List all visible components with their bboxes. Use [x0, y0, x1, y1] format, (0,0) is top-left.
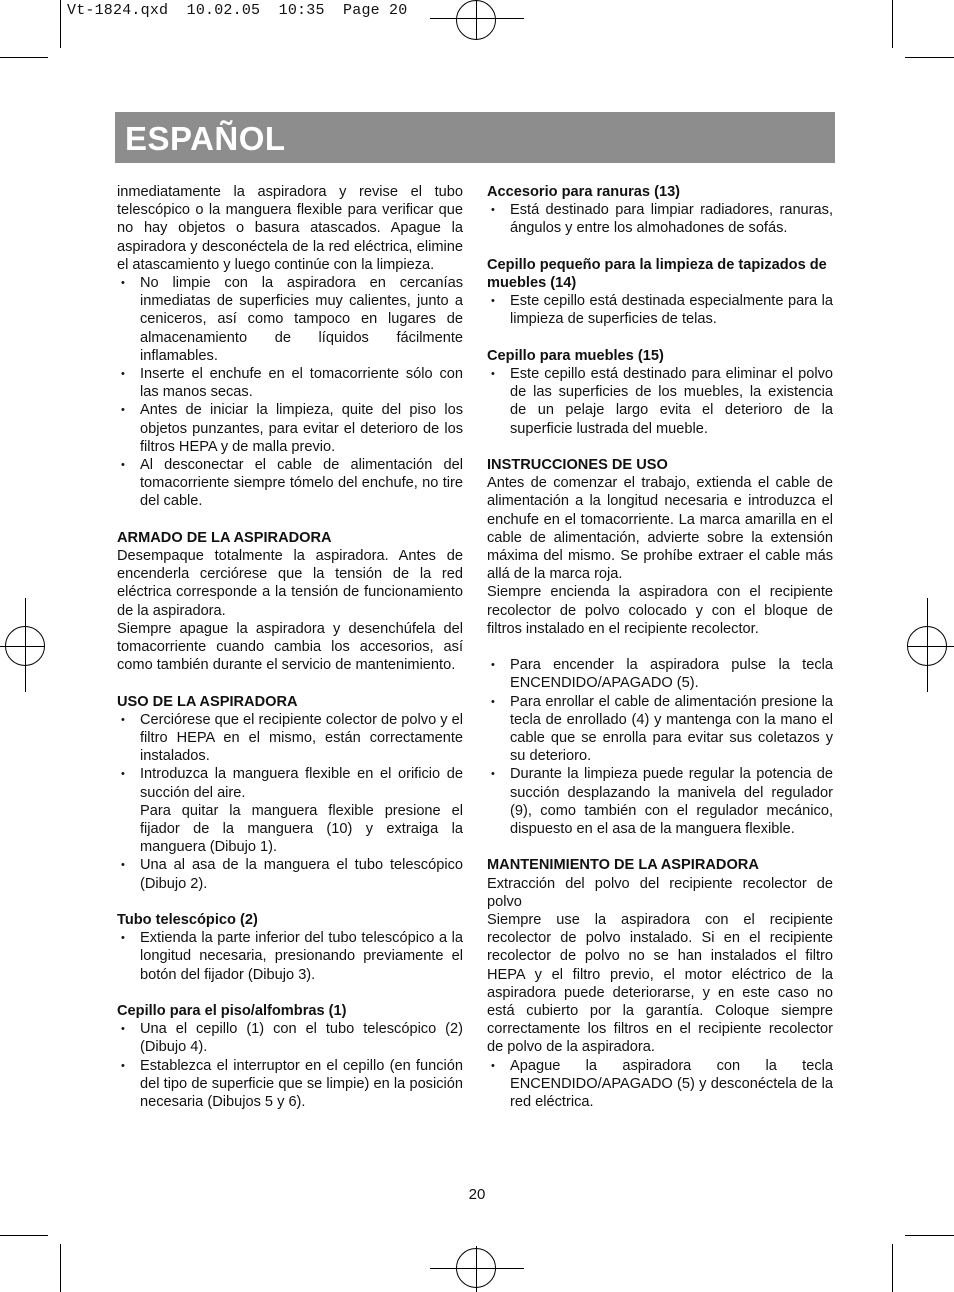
section-heading-tubo: Tubo telescópico (2) — [117, 912, 258, 929]
list-item: • Al desconectar el cable de alimentación del tomacorriente siempre tómelo del enchufe, no tire del cable. — [117, 456, 463, 511]
crop-mark-top-left-v — [60, 0, 61, 48]
crop-mark-top-left-h — [0, 57, 48, 58]
intro-paragraph: inmediatamente la aspiradora y revise el tubo telescópico o la manguera flexible para verificar que no hay objetos o basura atascados. Apague la aspiradora y desconéctela de la red eléctrica, elimine el atascamiento y luego continúe con la limpieza. — [117, 184, 463, 273]
mantenimiento-paragraph-1: Extracción del polvo del recipiente recolector de polvo — [487, 875, 833, 910]
tubo-list — [117, 929, 463, 984]
crop-mark-bottom-right-v — [892, 1244, 893, 1292]
crop-mark-top-right-h — [905, 57, 954, 58]
language-banner — [115, 112, 835, 163]
list-item: • Este cepillo está destinado para eliminar el polvo de las superficies de los muebles, la existencia de un pelaje largo evita el deterioro de la superficie lustrada del mueble. — [487, 365, 833, 438]
instrucciones-list — [487, 656, 833, 838]
list-item: • Durante la limpieza puede regular la potencia de succión desplazando la manivela del regulador (9), como también con el regulador mecánico, dispuesto en el asa de la manguera flexible. — [487, 765, 833, 838]
armado-paragraph-1: Desempaque totalmente la aspiradora. Antes de encenderla cerciórese que la tensión de la red eléctrica corresponde a la tensión de funcionamiento de la aspiradora. — [117, 548, 463, 619]
list-item: • Apague la aspiradora con la tecla ENCENDIDO/APAGADO (5) y desconéctela de la red eléctrica. — [487, 1057, 833, 1112]
muebles-list — [487, 365, 833, 438]
section-heading-instrucciones: INSTRUCCIONES DE USO — [487, 457, 668, 473]
list-item: • Establezca el interruptor en el cepillo (en función del tipo de superficie que se limpie) en la posición necesaria (Dibujos 5 y 6). — [117, 1057, 463, 1112]
list-item: • Una al asa de la manguera el tubo telescópico (Dibujo 2). — [117, 856, 463, 892]
instrucciones-paragraph-2: Siempre encienda la aspiradora con el recipiente recolector de polvo colocado y con el bloque de filtros instalado en el recipiente recolector. — [487, 584, 833, 637]
right-column — [487, 183, 833, 1111]
crop-mark-bottom-left-h — [0, 1235, 48, 1236]
section-heading-uso: USO DE LA ASPIRADORA — [117, 693, 298, 710]
instrucciones-paragraph-1: Antes de comenzar el trabajo, extienda el cable de alimentación a la longitud necesaria e introduzca el enchufe en el tomacorriente. La marca amarilla en el cable de alimentación, advierte sobre la extensión máxima del mismo. Se prohíbe extraer el cable más allá de la marca roja. — [487, 475, 833, 583]
pequeno-list — [487, 292, 833, 328]
mantenimiento-paragraph-2: Siempre use la aspiradora con el recipiente recolector de polvo instalado. Si en el recipiente recolector de polvo no se han instalados el filtro HEPA y el filtro previo, el motor eléctrico de la aspiradora puede deteriorarse, y en este caso no está cubierto por la garantía. Coloque siempre correctamente los filtros en el recipiente recolector de polvo de la aspiradora. — [487, 912, 833, 1056]
list-item-text: Introduzca la manguera flexible en el orificio de succión del aire. — [140, 766, 463, 801]
list-item: • Una el cepillo (1) con el tubo telescópico (2) (Dibujo 4). — [117, 1020, 463, 1056]
section-heading-ranuras: Accesorio para ranuras (13) — [487, 184, 681, 200]
section-heading-cepillo-muebles: Cepillo para muebles (15) — [487, 347, 664, 364]
safety-list — [117, 274, 463, 511]
list-item: • Para encender la aspiradora pulse la tecla ENCENDIDO/APAGADO (5). — [487, 656, 833, 692]
list-item: • Cerciórese que el recipiente colector de polvo y el filtro HEPA en el mismo, están correctamente instalados. — [117, 711, 463, 766]
list-item: • Inserte el enchufe en el tomacorriente sólo con las manos secas. — [117, 365, 463, 401]
list-item — [117, 765, 463, 856]
list-item: • Para enrollar el cable de alimentación presione la tecla de enrollado (4) y mantenga con la mano el cable que se enrolla para evitar sus coletazos y su deterioro. — [487, 693, 833, 766]
cepillo-list — [117, 1020, 463, 1111]
list-item: • Está destinado para limpiar radiadores, ranuras, ángulos y entre los almohadones de sofás. — [487, 201, 833, 237]
list-item-continuation: Para quitar la manguera flexible presione el fijador de la manguera (10) y extraiga la manguera (Dibujo 1). — [140, 802, 463, 856]
print-slug: Vt-1824.qxd 10.02.05 10:35 Page 20 — [67, 2, 408, 19]
section-heading-armado: ARMADO DE LA ASPIRADORA — [117, 529, 332, 546]
page-title: ESPAÑOL — [125, 120, 286, 157]
crop-mark-bottom-right-h — [905, 1235, 954, 1236]
list-item: • Antes de iniciar la limpieza, quite del piso los objetos punzantes, para evitar el deterioro de los filtros HEPA y de malla previo. — [117, 401, 463, 456]
mantenimiento-list — [487, 1057, 833, 1112]
left-column — [117, 183, 463, 1111]
page-number: 20 — [468, 1186, 486, 1203]
armado-paragraph-2: Siempre apague la aspiradora y desenchúfela del tomacorriente cuando cambia los accesorios, así como también durante el servicio de mantenimiento. — [117, 620, 463, 674]
section-heading-cepillo: Cepillo para el piso/alfombras (1) — [117, 1003, 347, 1020]
uso-list — [117, 711, 463, 893]
crop-mark-bottom-left-v — [60, 1244, 61, 1292]
section-heading-mantenimiento: MANTENIMIENTO DE LA ASPIRADORA — [487, 857, 759, 874]
section-heading-cepillo-pequeno: Cepillo pequeño para la limpieza de tapizados de muebles (14) — [487, 256, 827, 291]
list-item: • Este cepillo está destinada especialmente para la limpieza de superficies de telas. — [487, 292, 833, 328]
list-item: • Extienda la parte inferior del tubo telescópico a la longitud necesaria, presionando previamente el botón del fijador (Dibujo 3). — [117, 929, 463, 984]
list-item: • No limpie con la aspiradora en cercanías inmediatas de superficies muy calientes, junto a ceniceros, así como tampoco en lugares de almacenamiento de líquidos fácilmente inflamables. — [117, 274, 463, 365]
ranuras-list — [487, 201, 833, 237]
crop-mark-top-right-v — [892, 0, 893, 48]
